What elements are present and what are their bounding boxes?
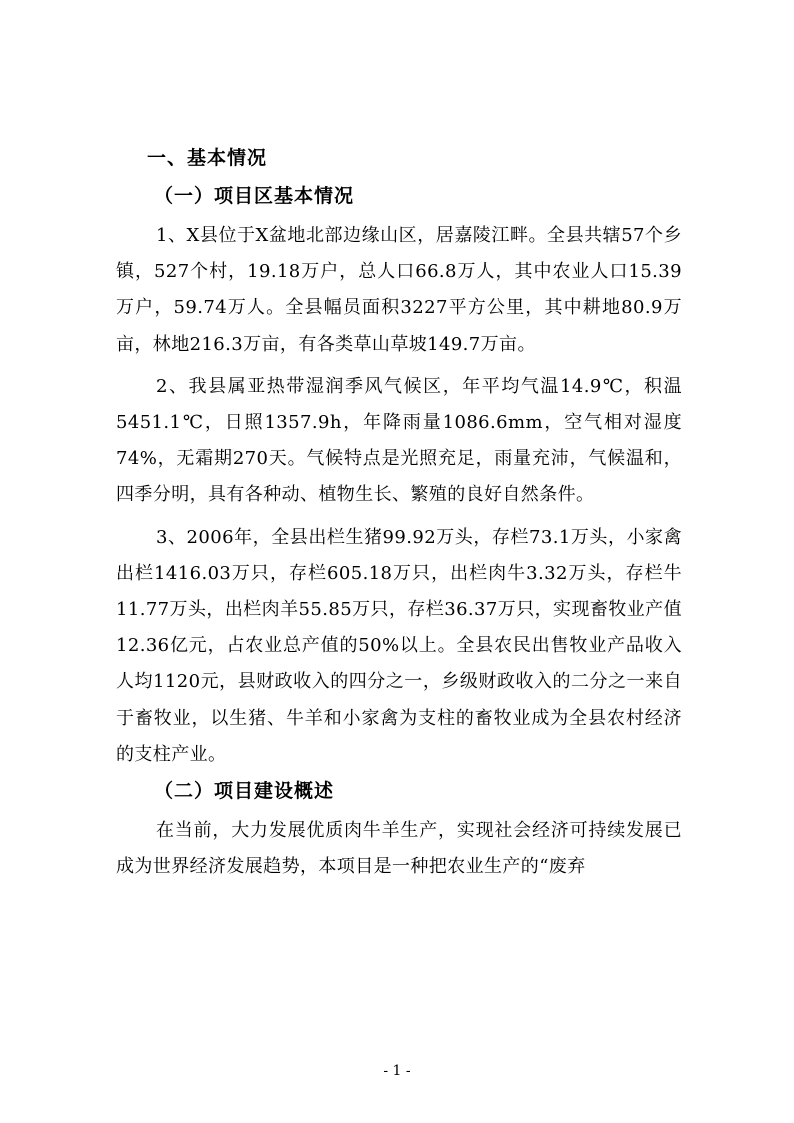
section-heading-project-area: （一）项目区基本情况: [154, 185, 355, 207]
document-body: [116, 146, 682, 891]
section-heading-project-overview: （二）项目建设概述: [154, 780, 335, 803]
paragraph-livestock: 3、2006年，全县出栏生猪99.92万头，存栏73.1万头，小家禽出栏1416.03万只，存栏605.18万只，出栏肉牛3.32万头，存栏牛11.77万头，出栏肉羊55.85万只，存栏36.37万只，实现畜牧业产值12.36亿元，占农业总产值的50%以上。全县农民出售牧业产品收入人均1120元，县财政收入的四分之一，乡级财政收入的二分之一来自于畜牧业，以生猪、牛羊和小家禽为支柱的畜牧业成为全县农村经济的支柱产业。: [116, 526, 682, 765]
paragraph-climate: 2、我县属亚热带湿润季风气候区，年平均气温14.9℃，积温5451.1℃，日照1357.9h，年降雨量1086.6mm，空气相对湿度74%，无霜期270天。气候特点是光照充足，雨量充沛，气候温和，四季分明，具有各种动、植物生长、繁殖的良好自然条件。: [116, 375, 682, 506]
page-number: - 1 -: [383, 1063, 411, 1079]
main-heading: 一、基本情况: [147, 147, 268, 169]
paragraph-location: 1、X县位于X盆地北部边缘山区，居嘉陵江畔。全县共辖57个乡镇，527个村，19.18万户，总人口66.8万人，其中农业人口15.39万户，59.74万人。全县幅员面积3227平方公里，其中耕地80.9万亩，林地216.3万亩，有各类草山草坡149.7万亩。: [116, 225, 682, 355]
paragraph-overview: 在当前，大力发展优质肉牛羊生产，实现社会经济可持续发展已成为世界经济发展趋势，本项目是一种把农业生产的“废弃: [116, 820, 682, 878]
